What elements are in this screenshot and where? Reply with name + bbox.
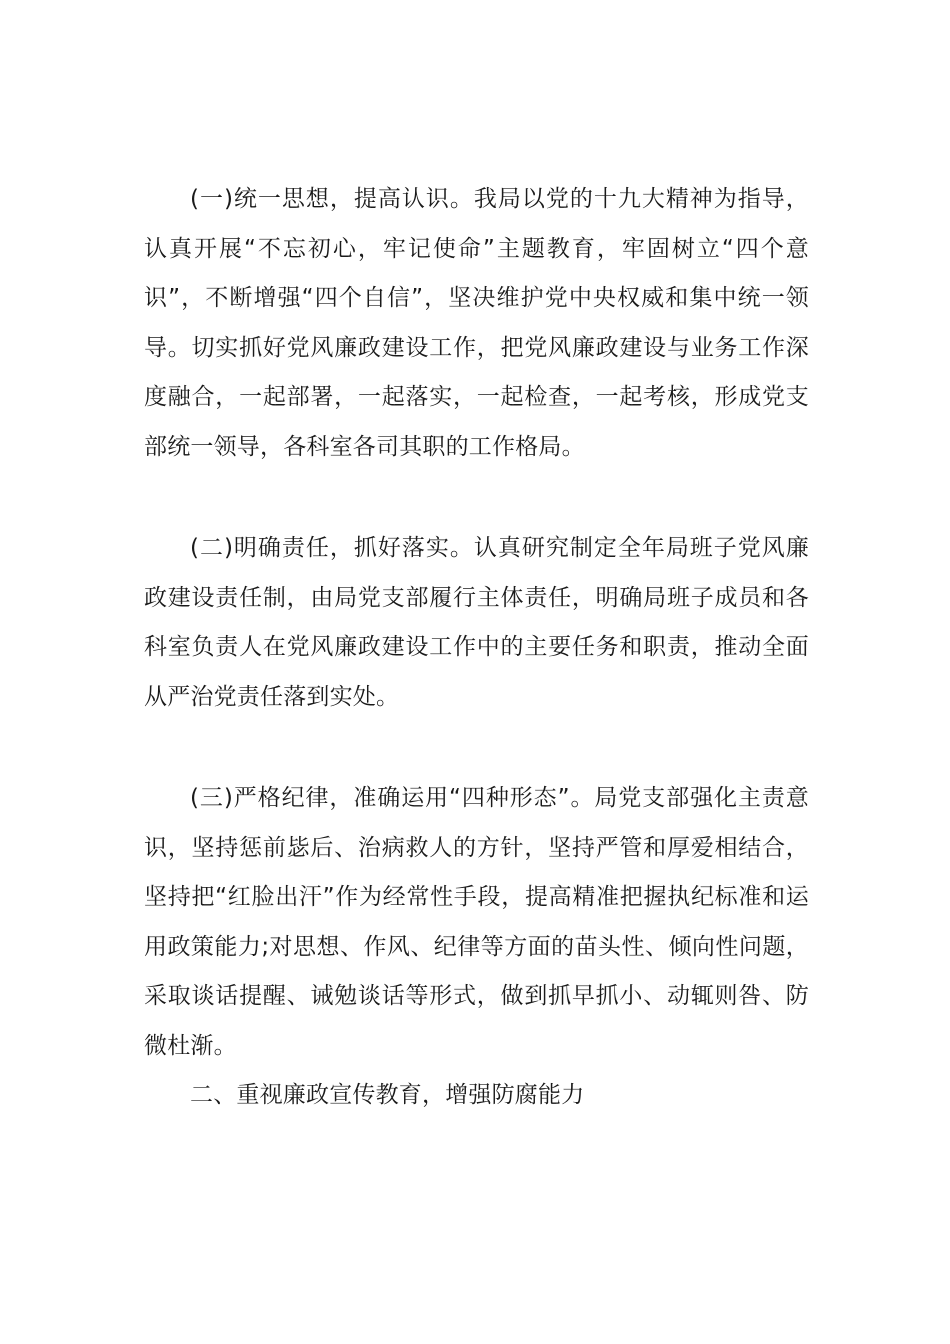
paragraph-strict-discipline: (三)严格纪律，准确运用“四种形态”。局党支部强化主责意识，坚持惩前毖后、治病救人的方针，坚持严管和厚爱相结合，坚持把“红脸出汗”作为经常性手段，提高精准把握执纪标准和运用政策能力;对思想、作风、纪律等方面的苗头性、倾向性问题，采取谈话提醒、诫勉谈话等形式，做到抓早抓小、动辄则咎、防微杜渐。: [144, 785, 809, 1059]
paragraph-clarify-responsibility: (二)明确责任，抓好落实。认真研究制定全年局班子党风廉政建设责任制，由局党支部履行主体责任，明确局班子成员和各科室负责人在党风廉政建设工作中的主要任务和职责，推动全面从严治党责任落到实处。: [144, 535, 809, 710]
paragraph-unify-thinking: (一)统一思想，提高认识。我局以党的十九大精神为指导，认真开展“不忘初心，牢记使命”主题教育，牢固树立“四个意识”，不断增强“四个自信”，坚决维护党中央权威和集中统一领导。切实抓好党风廉政建设工作，把党风廉政建设与业务工作深度融合，一起部署，一起落实，一起检查，一起考核，形成党支部统一领导，各科室各司其职的工作格局。: [144, 186, 809, 460]
section-heading: 二、重视廉政宣传教育，增强防腐能力: [190, 1082, 585, 1108]
